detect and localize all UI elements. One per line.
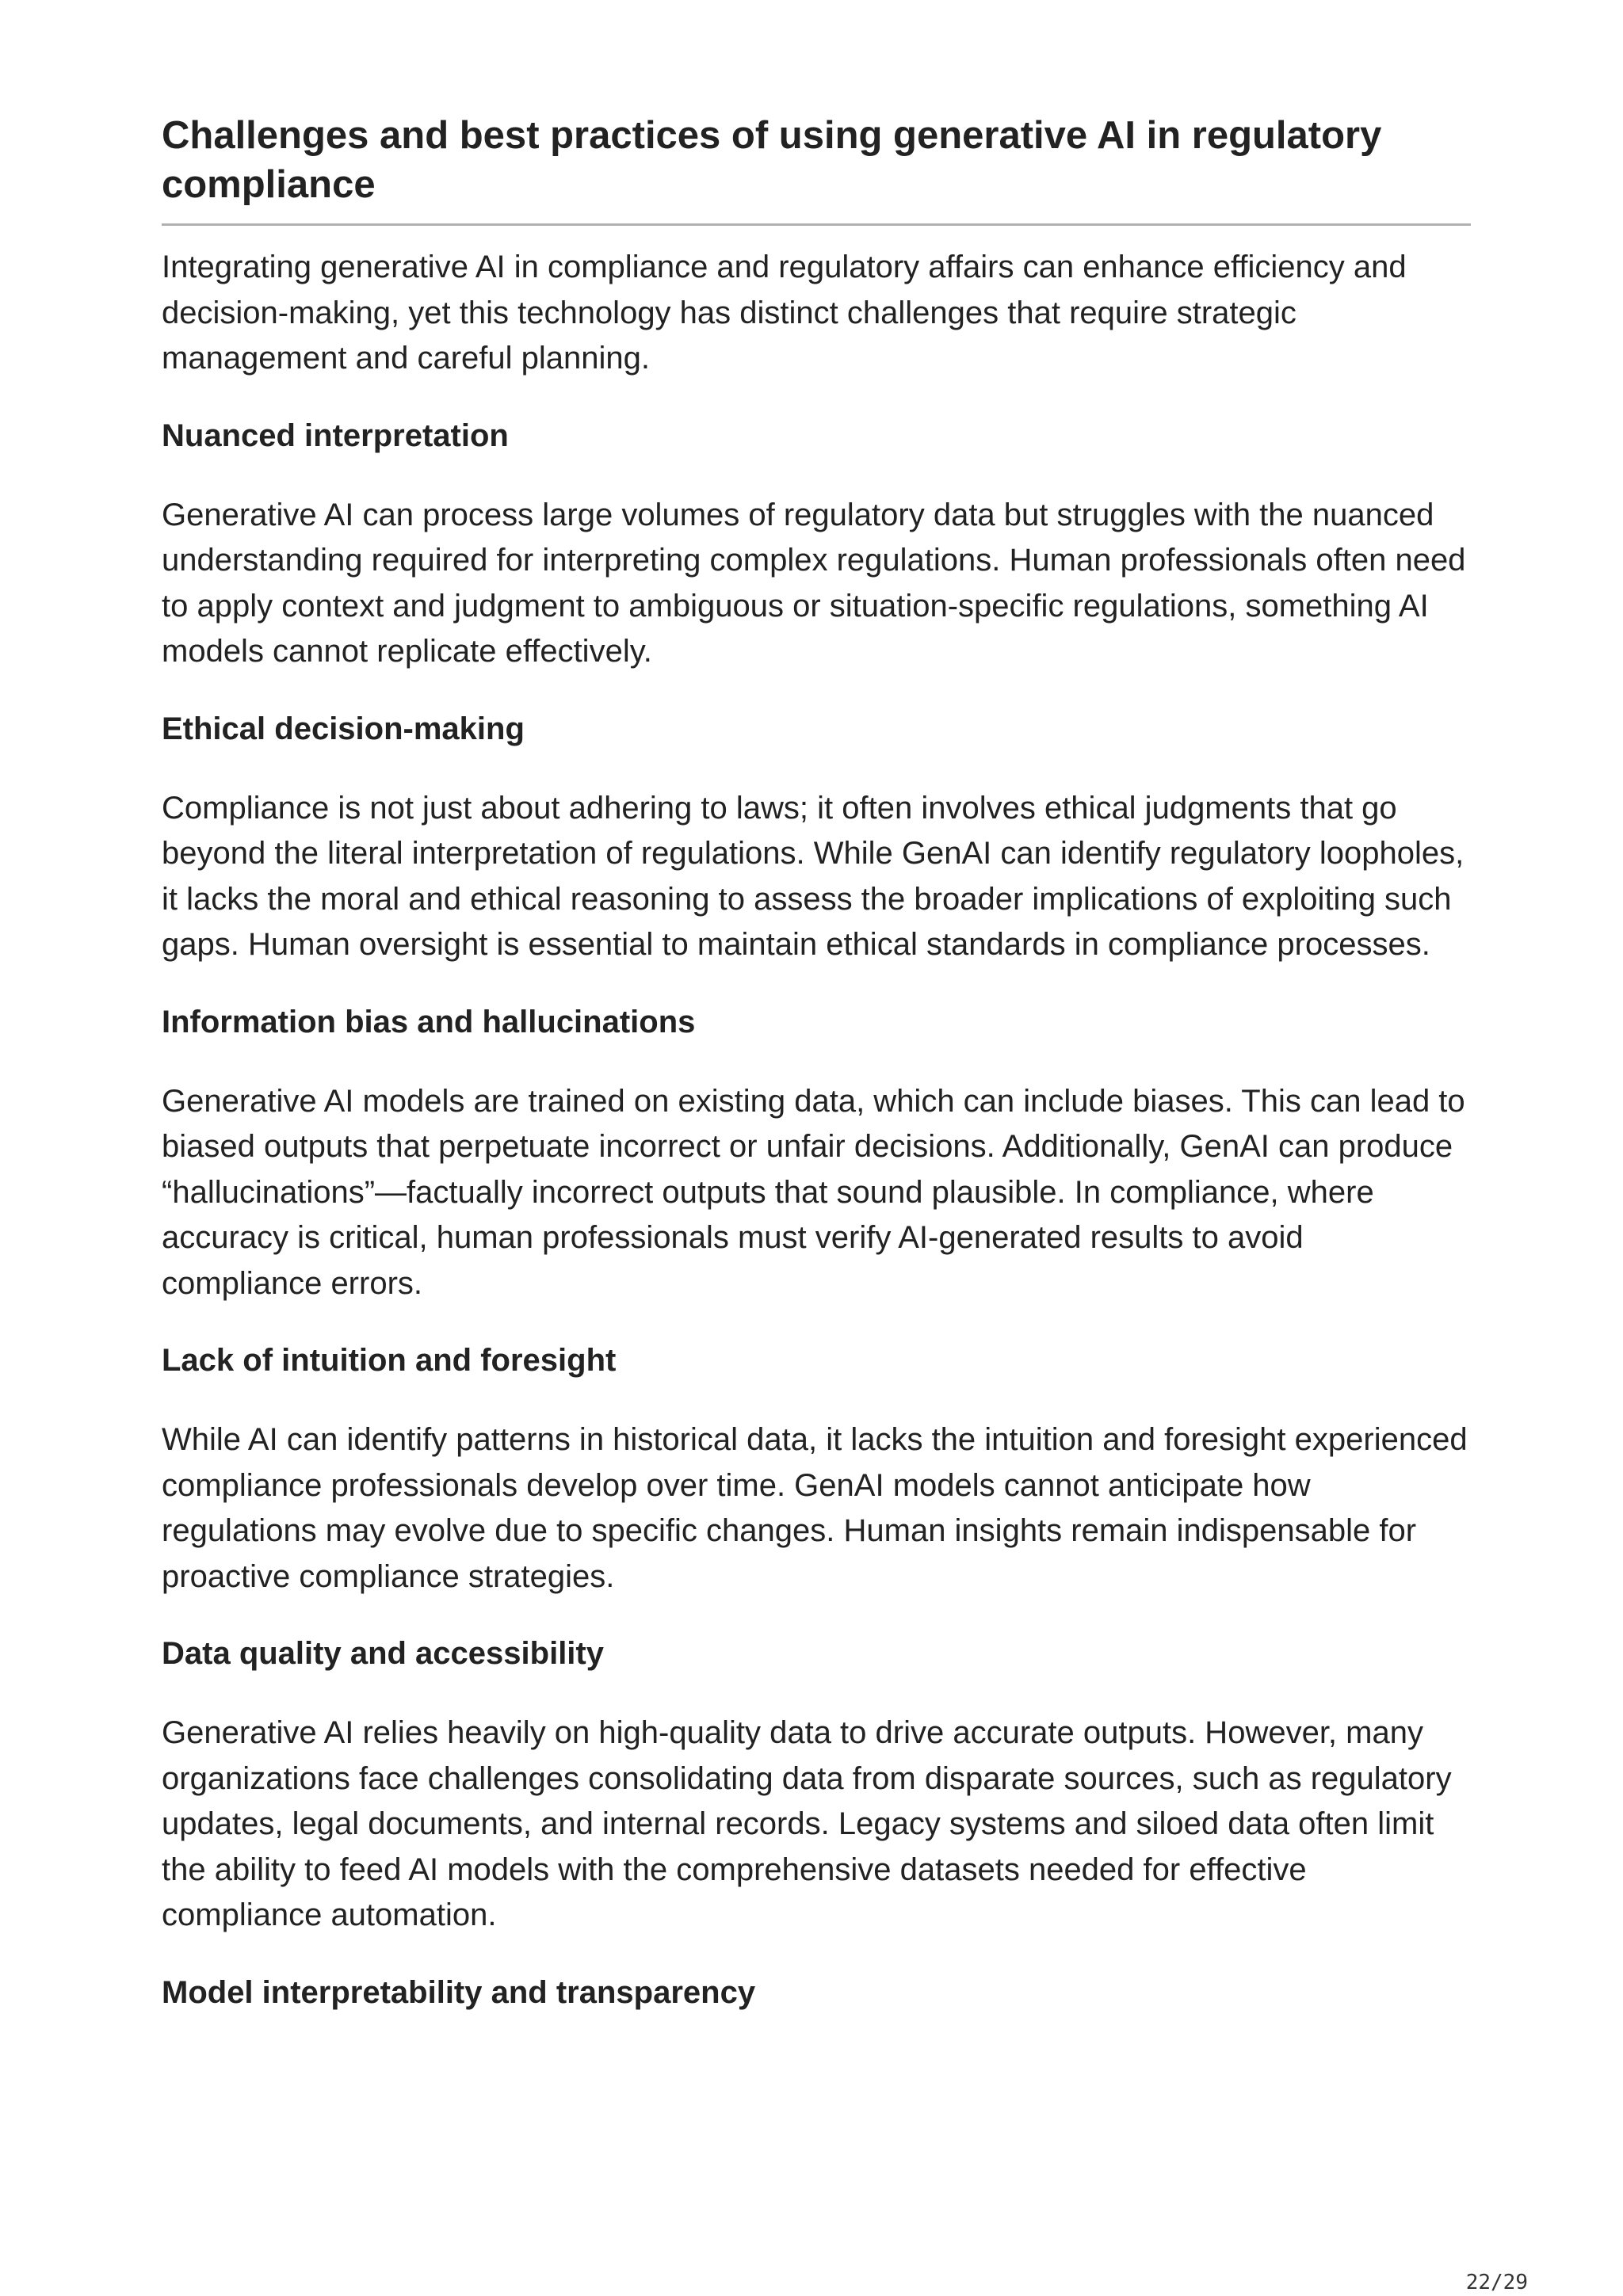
section-heading: Lack of intuition and foresight xyxy=(162,1343,617,1378)
section-body: While AI can identify patterns in historical data, it lacks the intuition and foresight experienced compliance professionals develop over time. GenAI models cannot anticipate how regulations may evolve due to specific changes. Human insights remain indispensable for proactive compliance strategies. xyxy=(162,1422,1468,1594)
section-heading: Model interpretability and transparency xyxy=(162,1974,756,2010)
intro-paragraph: Integrating generative AI in compliance and regulatory affairs can enhance efficiency and decision-making, yet this technology has distinct challenges that require strategic management and careful planning. xyxy=(162,250,1407,376)
document-page xyxy=(162,111,1471,2012)
section-data-quality xyxy=(162,1634,1471,1939)
section-intuition-foresight xyxy=(162,1341,1471,1600)
section-ethical-decision-making xyxy=(162,709,1471,968)
section-body: Generative AI models are trained on existing data, which can include biases. This can lead to biased outputs that perpetuate incorrect or unfair decisions. Additionally, GenAI can produce “hallucinations”—factually incorrect outputs that sound plausible. In compliance, where accuracy is critical, human professionals must verify AI-generated results to avoid compliance errors. xyxy=(162,1083,1465,1301)
section-information-bias xyxy=(162,1002,1471,1307)
section-body: Compliance is not just about adhering to laws; it often involves ethical judgments that go beyond the literal interpretation of regulations. While GenAI can identify regulatory loopholes, it lacks the moral and ethical reasoning to assess the broader implications of exploiting such gaps. Human oversight is essential to maintain ethical standards in compliance processes. xyxy=(162,790,1465,962)
section-nuanced-interpretation xyxy=(162,416,1471,675)
section-heading: Ethical decision-making xyxy=(162,711,525,746)
page-number: 22/29 xyxy=(1465,2271,1528,2294)
section-heading: Nuanced interpretation xyxy=(162,418,509,453)
section-model-interpretability xyxy=(162,1973,1471,2012)
page-title: Challenges and best practices of using generative AI in regulatory compliance xyxy=(162,111,1471,226)
section-heading: Information bias and hallucinations xyxy=(162,1004,696,1039)
section-body: Generative AI relies heavily on high-quality data to drive accurate outputs. However, many organizations face challenges consolidating data from disparate sources, such as regulatory updates, legal documents, and internal records. Legacy systems and siloed data often limit the ability to feed AI models with the comprehensive datasets needed for effective compliance automation. xyxy=(162,1715,1452,1932)
section-body: Generative AI can process large volumes of regulatory data but struggles with the nuanced understanding required for interpreting complex regulations. Human professionals often need to apply context and judgment to ambiguous or situation-specific regulations, something AI models cannot replicate effectively. xyxy=(162,497,1466,669)
section-heading: Data quality and accessibility xyxy=(162,1636,604,1671)
